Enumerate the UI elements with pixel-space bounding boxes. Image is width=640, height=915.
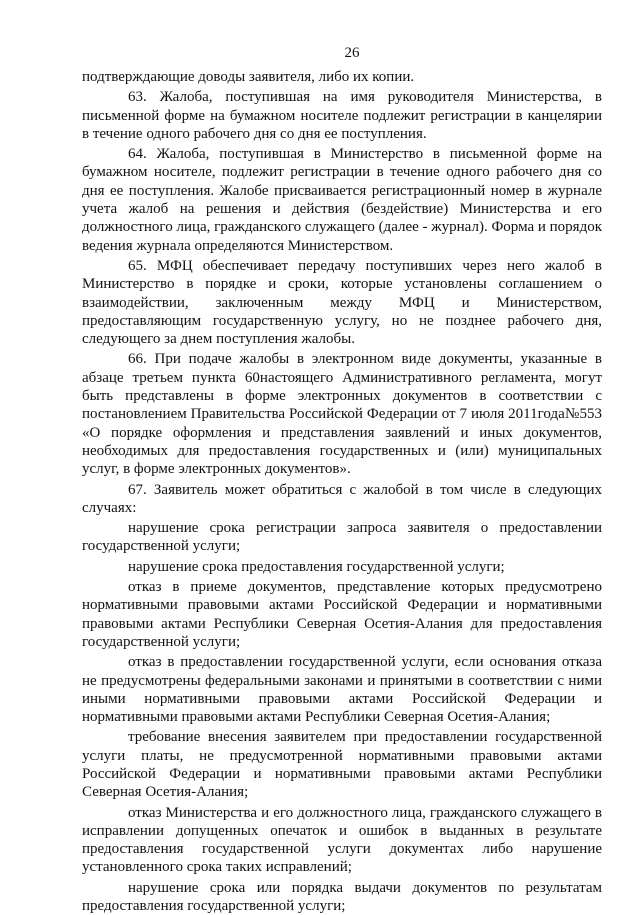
paragraph-continuation: подтверждающие доводы заявителя, либо их копии.	[82, 69, 415, 85]
case-item-document-refusal: отказ в приеме документов, представление которых предусмотрено нормативными правовыми актами Российской Федерации и нормативными правовыми актами Республики Северная Осетия-Алания для предоставления государственной услуги;	[82, 579, 602, 650]
paragraph-65: 65. МФЦ обеспечивает передачу поступивших через него жалоб в Министерство в порядке и сроки, которые установлены соглашением о взаимодействии, заключенным между МФЦ и Министерством, предоставляющим государственную услугу, но не позднее рабочего дня, следующего за днем поступления жалобы.	[82, 257, 602, 348]
case-item-issuance-violation: нарушение срока или порядка выдачи документов по результатам предоставления государственной услуги;	[82, 879, 602, 915]
case-item-correction-refusal: отказ Министерства и его должностного лица, гражданского служащего в исправлении допущенных опечаток и ошибок в выданных в результате предоставления государственной услуги документах либо нарушение установленного срока таких исправлений;	[82, 804, 602, 876]
document-page	[82, 44, 602, 915]
case-item-registration-delay: нарушение срока регистрации запроса заявителя о предоставлении государственной услуги;	[82, 520, 602, 555]
case-item-illegal-fee: требование внесения заявителем при предоставлении государственной услуги платы, не предусмотренной нормативными правовыми актами Российской Федерации и нормативными правовыми актами Республики Северная Осетия-Алания;	[82, 729, 602, 801]
paragraph-67: 67. Заявитель может обратиться с жалобой в том числе в следующих случаях:	[82, 481, 602, 516]
page-number: 26	[344, 45, 360, 61]
case-item-service-refusal: отказ в предоставлении государственной услуги, если основания отказа не предусмотрены федеральными законами и принятыми в соответствии с ними иными нормативными правовыми актами Российской Федерации и нормативными правовыми актами Республики Северная Осетия-Алания;	[82, 654, 602, 726]
case-item-service-delay: нарушение срока предоставления государственной услуги;	[128, 558, 505, 575]
paragraph-66: 66. При подаче жалобы в электронном виде документы, указанные в абзаце третьем пункта 60настоящего Административного регламента, могут быть представлены в форме электронных документов в соответствии с постановлением Правительства Российской Федерации от 7 июля 2011года№553 «О порядке оформления и представления заявлений и иных документов, необходимых для предоставления государственных и (или) муниципальных услуг, в форме электронных документов».	[82, 351, 602, 478]
paragraph-64: 64. Жалоба, поступившая в Министерство в письменной форме на бумажном носителе, подлежит регистрации в течение одного рабочего дня со дня ее поступления. Жалобе присваивается регистрационный номер в журнале учета жалоб на решения и действия (бездействие) Министерства и его должностного лица, гражданского служащего (далее - журнал). Форма и порядок ведения журнала определяются Министерством.	[82, 146, 602, 254]
paragraph-63: 63. Жалоба, поступившая на имя руководителя Министерства, в письменной форме на бумажном носителе подлежит регистрации в канцелярии в течение одного рабочего дня со дня ее поступления.	[82, 89, 602, 142]
